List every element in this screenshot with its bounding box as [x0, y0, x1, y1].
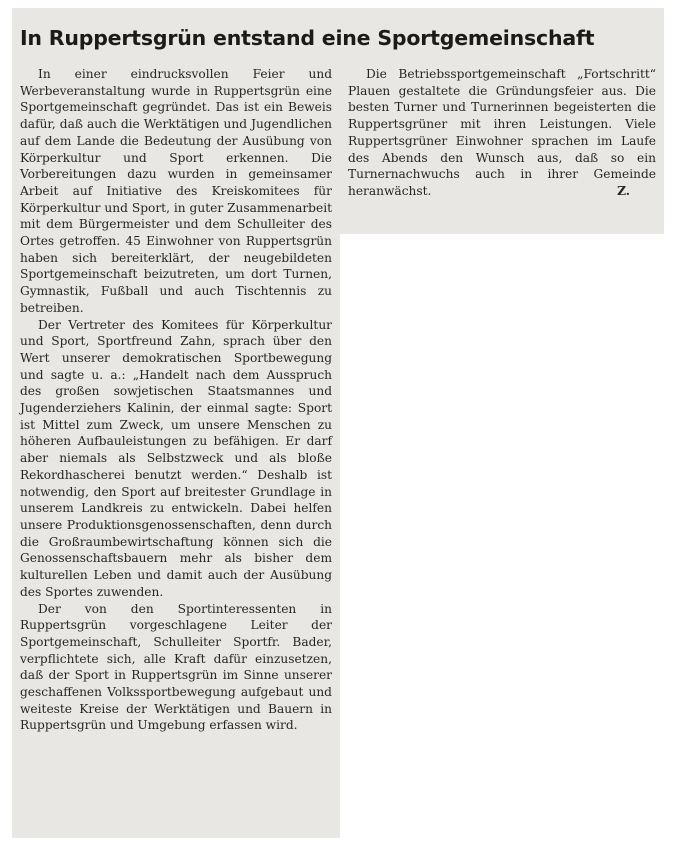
article-paragraph: In einer eindrucksvollen Feier und Werbeveranstaltung wurde in Ruppertsgrün eine Sportgemeinschaft gegründet. Das ist ein Beweis dafür, daß auch die Werktätigen und Jugendlichen auf dem Lande die Bedeutung der Ausübung von Körperkultur und Sport erkennen. Die Vorbereitungen dazu wurden in gemeinsamer Arbeit auf Initiative des Kreiskomitees für Körperkultur und Sport, in guter Zusammenarbeit mit dem Bürgermeister und dem Schulleiter des Ortes getroffen. 45 Einwohner von Ruppertsgrün haben sich bereiterklärt, der neugebildeten Sportgemeinschaft beizutreten, um dort Turnen, Gymnastik, Fußball und auch Tischtennis zu betreiben.	[20, 67, 332, 315]
article-paragraph-right	[348, 66, 656, 200]
article-column-left	[20, 66, 332, 734]
article-paragraph: Der von den Sportinteressenten in Ruppertsgrün vorgeschlagene Leiter der Sportgemeinschaft, Schulleiter Sportfr. Bader, verpflichtete sich, alle Kraft dafür einzusetzen, daß der Sport in Ruppertsgrün im Sinne unserer geschaffenen Volkssportbewegung aufgebaut und weiteste Kreise der Werktätigen und Bauern in Ruppertsgrün und Umgebung erfassen wird.	[20, 601, 332, 733]
article-paragraph: Der Vertreter des Komitees für Körperkultur und Sport, Sportfreund Zahn, sprach über den Wert unserer demokratischen Sportbewegung und sagte u. a.: „Handelt nach dem Ausspruch des großen sowjetischen Staatsmannes und Jugenderziehers Kalinin, der einmal sagte: Sport ist Mittel zum Zweck, um unsere Menschen zu höheren Aufbauleistungen zu befähigen. Er darf aber niemals als Selbstzweck und als bloße Rekordhascherei benutzt werden.“ Deshalb ist notwendig, den Sport auf breitester Grundlage in unserem Landkreis zu entwickeln. Dabei helfen unsere Produktionsgenossenschaften, denn durch die Großraumbewirtschaftung können sich die Genossenschaftsbauern mehr als bisher dem kulturellen Leben und damit auch der Ausübung des Sportes zuwenden.	[20, 317, 332, 599]
author-signature: Z.	[617, 183, 630, 198]
article-paragraph-text: Die Betriebssportgemeinschaft „Fortschritt“ Plauen gestaltete die Gründungsfeier aus. Die besten Turner und Turnerinnen begeisterten die Ruppertsgrüner mit ihren Leistungen. Viele Ruppertsgrüner Einwohner sprachen im Laufe des Abends den Wunsch aus, daß so ein Turnernachwuchs auch in ihrer Gemeinde heranwächst.	[348, 67, 656, 198]
article-headline: In Ruppertsgrün entstand eine Sportgemeinschaft	[20, 26, 595, 50]
article-column-right	[348, 66, 656, 200]
